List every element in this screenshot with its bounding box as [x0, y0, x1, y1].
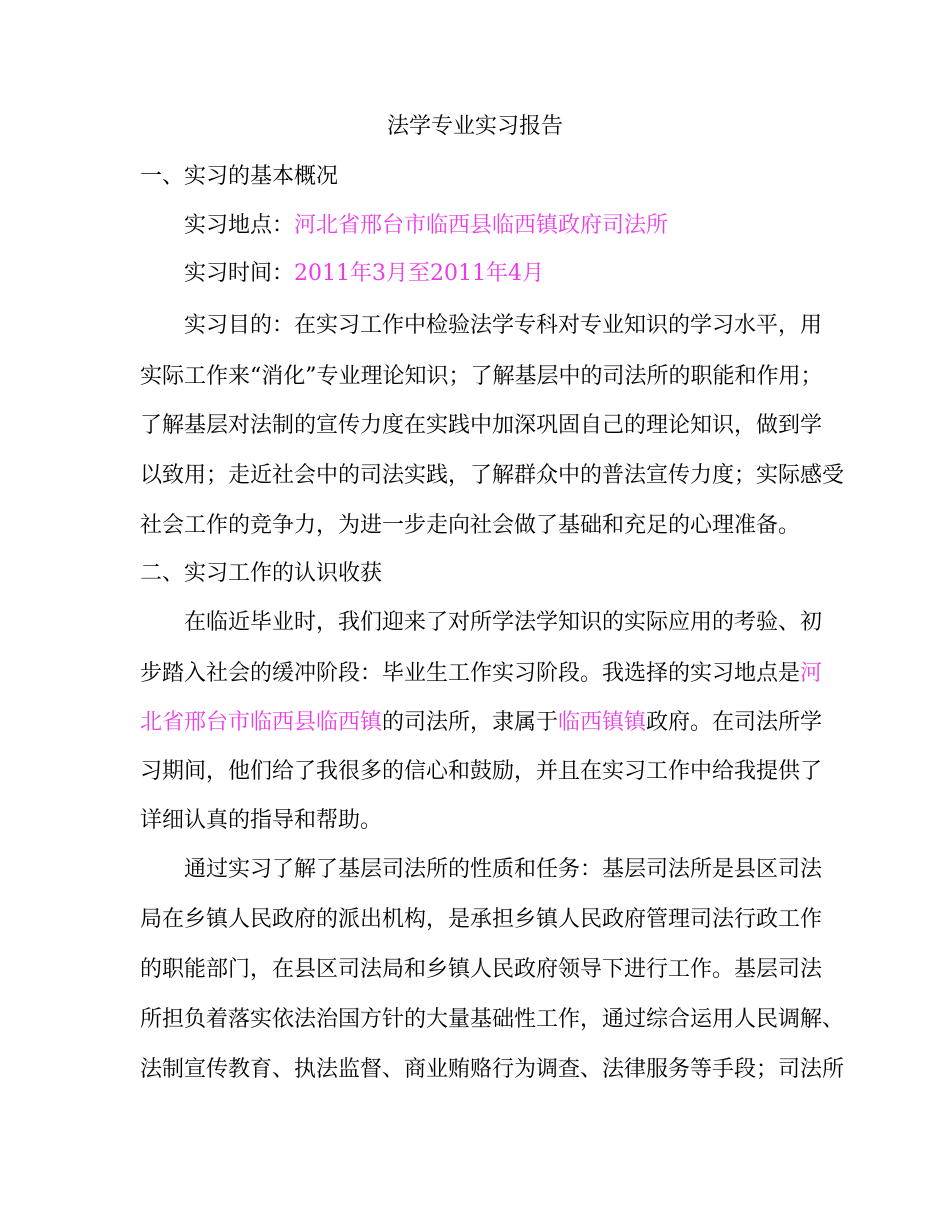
paragraph-line — [140, 659, 830, 689]
paragraph-text: 步踏入社会的缓冲阶段：毕业生工作实习阶段。我选择的实习地点是 — [140, 661, 801, 686]
highlight-text: 北省邢台市临西县临西镇 — [140, 710, 383, 735]
purpose-line: 了解基层对法制的宣传力度在实践中加深巩固自己的理论知识，做到学 — [140, 413, 823, 438]
purpose-line: 社会工作的竞争力，为进一步走向社会做了基础和充足的心理准备。 — [140, 513, 801, 538]
highlight-text: 河 — [800, 661, 823, 686]
section-heading-gains: 二、实习工作的认识收获 — [140, 561, 383, 586]
paragraph-line: 详细认真的指导和帮助。 — [140, 808, 383, 833]
document-title: 法学专业实习报告 — [386, 114, 563, 139]
purpose-line: 实际工作来“消化”专业理论知识；了解基层中的司法所的职能和作用； — [140, 364, 823, 389]
paragraph-line: 的职能部门，在县区司法局和乡镇人民政府领导下进行工作。基层司法 — [140, 957, 823, 982]
time-label: 实习时间： — [184, 261, 295, 286]
section-heading-overview: 一、实习的基本概况 — [140, 164, 339, 189]
paragraph-line: 在临近毕业时，我们迎来了对所学法学知识的实际应用的考验、初 — [184, 610, 823, 635]
purpose-line: 实习目的：在实习工作中检验法学专科对专业知识的学习水平，用 — [184, 313, 823, 338]
paragraph-line: 所担负着落实依法治国方针的大量基础性工作，通过综合运用人民调解、 — [140, 1007, 845, 1032]
paragraph-line: 法制宣传教育、执法监督、商业贿赂行为调查、法律服务等手段；司法所 — [140, 1057, 845, 1082]
paragraph-line: 局在乡镇人民政府的派出机构，是承担乡镇人民政府管理司法行政工作 — [140, 907, 823, 932]
paragraph-text: 的司法所，隶属于 — [382, 710, 559, 735]
paragraph-line: 习期间，他们给了我很多的信心和鼓励，并且在实习工作中给我提供了 — [140, 759, 823, 784]
highlight-text: 临西镇镇 — [558, 710, 647, 735]
time-value: 2011年3月至2011年4月 — [294, 261, 544, 286]
internship-location — [184, 211, 874, 241]
paragraph-line: 通过实习了解了基层司法所的性质和任务：基层司法所是县区司法 — [184, 857, 823, 882]
paragraph-text: 政府。在司法所学 — [646, 710, 823, 735]
purpose-line: 以致用；走近社会中的司法实践，了解群众中的普法宣传力度；实际感受 — [140, 463, 845, 488]
location-label: 实习地点： — [184, 213, 295, 238]
location-value: 河北省邢台市临西县临西镇政府司法所 — [294, 213, 669, 238]
paragraph-line — [140, 708, 830, 738]
internship-time — [184, 259, 874, 289]
